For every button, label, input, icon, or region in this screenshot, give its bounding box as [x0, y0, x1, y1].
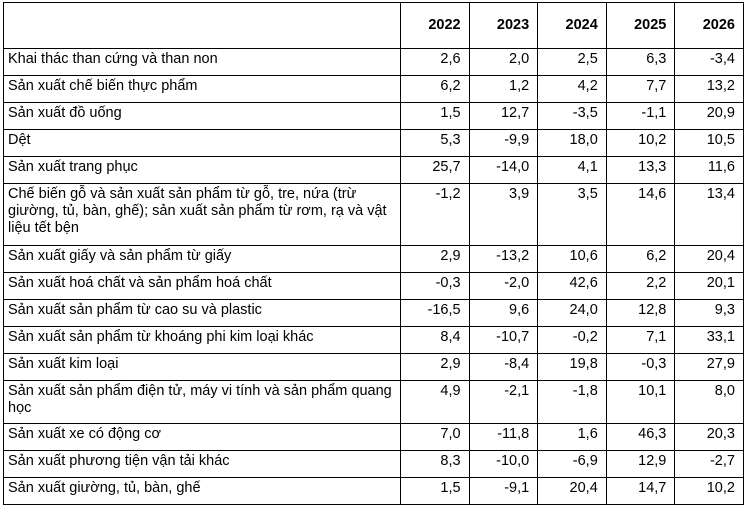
cell-value: -2,7: [675, 451, 744, 478]
table-row: [4, 381, 744, 424]
row-label: Sản xuất hoá chất và sản phẩm hoá chất: [4, 273, 401, 300]
cell-value: 8,4: [401, 327, 470, 354]
row-label: Chế biến gỗ và sản xuất sản phẩm từ gỗ, tre, nứa (trừ giường, tủ, bàn, ghế); sản xuất sản phẩm từ rơm, rạ và vật liệu tết bện: [4, 184, 401, 246]
cell-value: 5,3: [401, 130, 470, 157]
cell-value: 9,3: [675, 300, 744, 327]
cell-value: 4,2: [538, 76, 607, 103]
cell-value: 13,2: [675, 76, 744, 103]
header-cell-2024: 2024: [538, 3, 607, 49]
cell-value: 2,5: [538, 49, 607, 76]
table-row: [4, 327, 744, 354]
cell-value: 1,2: [469, 76, 538, 103]
cell-value: 2,0: [469, 49, 538, 76]
table-row: [4, 451, 744, 478]
cell-value: -14,0: [469, 157, 538, 184]
data-table: [3, 2, 744, 505]
row-label: Sản xuất giường, tủ, bàn, ghế: [4, 478, 401, 505]
header-cell-2026: 2026: [675, 3, 744, 49]
header-cell-2025: 2025: [606, 3, 675, 49]
cell-value: 25,7: [401, 157, 470, 184]
cell-value: 2,2: [606, 273, 675, 300]
row-label: Sản xuất xe có động cơ: [4, 424, 401, 451]
cell-value: 20,4: [538, 478, 607, 505]
cell-value: 27,9: [675, 354, 744, 381]
cell-value: -1,2: [401, 184, 470, 246]
cell-value: -1,8: [538, 381, 607, 424]
row-label: Dệt: [4, 130, 401, 157]
row-label: Sản xuất sản phẩm điện tử, máy vi tính và sản phẩm quang học: [4, 381, 401, 424]
row-label: Sản xuất chế biến thực phẩm: [4, 76, 401, 103]
table-row: [4, 354, 744, 381]
table-row: [4, 130, 744, 157]
cell-value: -1,1: [606, 103, 675, 130]
row-label: Sản xuất kim loại: [4, 354, 401, 381]
cell-value: 8,0: [675, 381, 744, 424]
cell-value: 10,2: [606, 130, 675, 157]
cell-value: 4,9: [401, 381, 470, 424]
cell-value: 2,6: [401, 49, 470, 76]
cell-value: 20,1: [675, 273, 744, 300]
row-label: Sản xuất sản phẩm từ khoáng phi kim loại khác: [4, 327, 401, 354]
row-label: Sản xuất đồ uống: [4, 103, 401, 130]
row-label: Sản xuất phương tiện vận tải khác: [4, 451, 401, 478]
table-row: [4, 246, 744, 273]
table-row: [4, 49, 744, 76]
cell-value: 3,5: [538, 184, 607, 246]
cell-value: 6,2: [606, 246, 675, 273]
table-row: [4, 424, 744, 451]
cell-value: 14,6: [606, 184, 675, 246]
table-row: [4, 157, 744, 184]
cell-value: 7,7: [606, 76, 675, 103]
row-label: Sản xuất trang phục: [4, 157, 401, 184]
cell-value: -3,4: [675, 49, 744, 76]
header-cell-2023: 2023: [469, 3, 538, 49]
cell-value: -6,9: [538, 451, 607, 478]
cell-value: 2,9: [401, 246, 470, 273]
row-label: Khai thác than cứng và than non: [4, 49, 401, 76]
cell-value: 1,6: [538, 424, 607, 451]
cell-value: 13,4: [675, 184, 744, 246]
cell-value: 9,6: [469, 300, 538, 327]
cell-value: -0,3: [606, 354, 675, 381]
cell-value: 1,5: [401, 478, 470, 505]
cell-value: 19,8: [538, 354, 607, 381]
table-row: [4, 273, 744, 300]
table-row: [4, 300, 744, 327]
cell-value: -8,4: [469, 354, 538, 381]
cell-value: -10,0: [469, 451, 538, 478]
cell-value: 6,2: [401, 76, 470, 103]
table-row: [4, 76, 744, 103]
cell-value: 10,5: [675, 130, 744, 157]
cell-value: 20,9: [675, 103, 744, 130]
cell-value: 46,3: [606, 424, 675, 451]
header-row: [4, 3, 744, 49]
cell-value: 18,0: [538, 130, 607, 157]
cell-value: 2,9: [401, 354, 470, 381]
row-label: Sản xuất sản phẩm từ cao su và plastic: [4, 300, 401, 327]
cell-value: 20,3: [675, 424, 744, 451]
cell-value: 6,3: [606, 49, 675, 76]
cell-value: 4,1: [538, 157, 607, 184]
header-cell-2022: 2022: [401, 3, 470, 49]
cell-value: -2,0: [469, 273, 538, 300]
cell-value: 14,7: [606, 478, 675, 505]
cell-value: 12,7: [469, 103, 538, 130]
cell-value: 12,9: [606, 451, 675, 478]
cell-value: 20,4: [675, 246, 744, 273]
cell-value: -0,2: [538, 327, 607, 354]
cell-value: -9,9: [469, 130, 538, 157]
cell-value: 8,3: [401, 451, 470, 478]
cell-value: 42,6: [538, 273, 607, 300]
row-label: Sản xuất giấy và sản phẩm từ giấy: [4, 246, 401, 273]
cell-value: -3,5: [538, 103, 607, 130]
cell-value: 10,2: [675, 478, 744, 505]
header-cell-label: [4, 3, 401, 49]
cell-value: 13,3: [606, 157, 675, 184]
cell-value: 11,6: [675, 157, 744, 184]
cell-value: 33,1: [675, 327, 744, 354]
table-row: [4, 478, 744, 505]
cell-value: -13,2: [469, 246, 538, 273]
cell-value: 10,1: [606, 381, 675, 424]
cell-value: 7,1: [606, 327, 675, 354]
cell-value: 12,8: [606, 300, 675, 327]
table-row: [4, 184, 744, 246]
cell-value: 3,9: [469, 184, 538, 246]
cell-value: -0,3: [401, 273, 470, 300]
cell-value: -16,5: [401, 300, 470, 327]
cell-value: -9,1: [469, 478, 538, 505]
cell-value: 10,6: [538, 246, 607, 273]
cell-value: -10,7: [469, 327, 538, 354]
cell-value: 24,0: [538, 300, 607, 327]
table-row: [4, 103, 744, 130]
cell-value: -2,1: [469, 381, 538, 424]
cell-value: 7,0: [401, 424, 470, 451]
cell-value: 1,5: [401, 103, 470, 130]
cell-value: -11,8: [469, 424, 538, 451]
